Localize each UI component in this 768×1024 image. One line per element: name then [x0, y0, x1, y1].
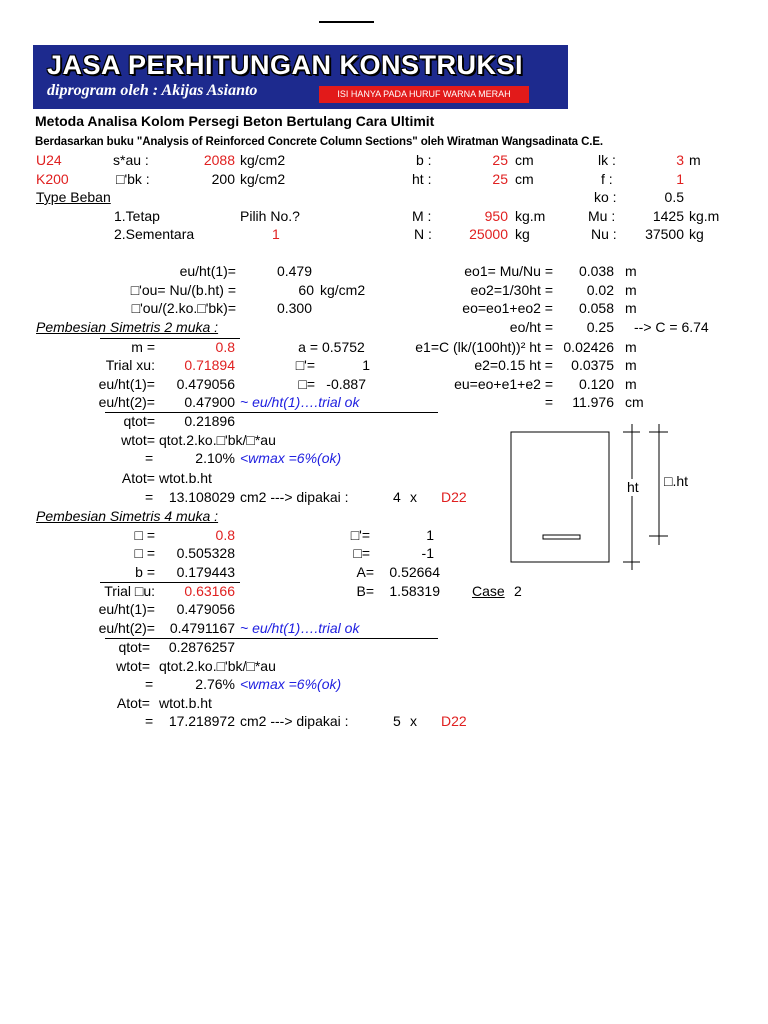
Nu-label: Nu : [591, 226, 617, 242]
sec4-B-value: 1.58319 [389, 583, 440, 599]
eo1-value: 0.038 [578, 263, 614, 279]
sec2-atot-formula: wtot.b.ht [159, 470, 212, 486]
sec4-bars-d: D22 [441, 713, 467, 729]
sec2-wmax: <wmax =6%(ok) [240, 450, 342, 466]
b-value[interactable]: 25 [492, 152, 508, 168]
sec2-euht1-value: 0.479056 [176, 376, 235, 392]
sec2-trial-label: Trial xu: [105, 357, 155, 373]
sou-value: 60 [298, 282, 314, 298]
sec4-trial-label: Trial □u: [104, 583, 155, 599]
ht-value[interactable]: 25 [492, 171, 508, 187]
sec2-a-label: a = [298, 339, 318, 355]
e2-unit: m [625, 357, 637, 373]
sec2-wtot-label: wtot= [121, 432, 155, 448]
banner [33, 45, 568, 109]
eu2-unit: cm [625, 394, 644, 410]
b-unit: cm [515, 152, 534, 168]
sec4-atot-formula: wtot.b.ht [159, 695, 212, 711]
sec4-wmax: <wmax =6%(ok) [240, 676, 342, 692]
steel-grade[interactable]: U24 [36, 152, 62, 168]
eo-label: eo=eo1+eo2 = [462, 300, 553, 316]
sec4-sp-label: □'= [350, 527, 370, 543]
f-value[interactable]: 1 [676, 171, 684, 187]
N-unit: kg [515, 226, 530, 242]
eoht-value: 0.25 [586, 319, 614, 335]
e2-label: e2=0.15 ht = [474, 357, 553, 373]
sec2-bars-d: D22 [441, 489, 467, 505]
sec4-trial-value[interactable]: 0.63166 [184, 583, 235, 599]
sec4-s-value: -1 [421, 545, 434, 561]
N-value[interactable]: 25000 [469, 226, 508, 242]
sec4-sp-value: 1 [426, 527, 434, 543]
sec4-euht2-value: 0.4791167 [169, 620, 235, 636]
N-label: N : [414, 226, 432, 242]
eu-unit: m [625, 376, 637, 392]
ratio-value: 0.300 [276, 300, 312, 316]
calc-euht1-value: 0.479 [276, 263, 312, 279]
concrete-grade[interactable]: K200 [36, 171, 69, 187]
eu2-label: = [544, 394, 553, 410]
tetap-option: 1.Tetap [114, 208, 160, 224]
sec4-euht2-label: eu/ht(2)= [98, 620, 155, 636]
doc-title: Metoda Analisa Kolom Persegi Beton Bertulang Cara Ultimit [35, 113, 435, 129]
sec2-atot-value: 13.108029 [168, 489, 235, 505]
sec4-s2-label: □ = [134, 545, 155, 561]
eo2-label: eo2=1/30ht = [470, 282, 553, 298]
ht-unit: cm [515, 171, 534, 187]
sec4-atot-value: 17.218972 [168, 713, 235, 729]
ratio-label: □'ou/(2.ko.□'bk)= [131, 300, 236, 316]
sec4-atot-label: Atot= [116, 695, 150, 711]
sigma-bk-unit: kg/cm2 [240, 171, 286, 187]
lk-value[interactable]: 3 [676, 152, 684, 168]
sec4-s1-value[interactable]: 0.8 [215, 527, 235, 543]
pilih-value[interactable]: 1 [272, 226, 280, 242]
doc-reference: Berdasarkan buku "Analysis of Reinforced Concrete Column Sections" oleh Wiratman Wangsadinata C.E. [35, 136, 604, 148]
eo2-value: 0.02 [586, 282, 614, 298]
f-label: f : [601, 171, 613, 187]
sigma-bk-label: □'bk : [116, 171, 150, 187]
Nu-unit: kg [689, 226, 704, 242]
sec4-wtot-eq: = [145, 676, 154, 692]
case-label: Case [472, 583, 505, 599]
sec4-bars-x: x [410, 713, 417, 729]
sec2-s-label: □= [298, 376, 315, 392]
sec2-euht2-label: eu/ht(2)= [98, 394, 155, 410]
eoht-label: eo/ht = [509, 319, 553, 335]
reinforcement-bar [543, 535, 580, 539]
section-2-heading: Pembesian Simetris 2 muka : [36, 319, 219, 335]
sec2-wtot-eq: = [145, 450, 154, 466]
lk-unit: m [689, 152, 701, 168]
e1-unit: m [625, 339, 637, 355]
sec2-euht2-value: 0.47900 [184, 394, 235, 410]
sec4-qtot-label: qtot= [118, 639, 150, 655]
sec2-trial-ok: ~ eu/ht(1)….trial ok [240, 394, 360, 410]
c-value: --> C = 6.74 [634, 319, 709, 335]
sec2-s-value: -0.887 [326, 376, 366, 392]
ko-label: ko : [594, 189, 617, 205]
sec4-euht1-label: eu/ht(1)= [98, 601, 155, 617]
sec4-A-value: 0.52664 [389, 564, 440, 580]
sec2-sp-value: 1 [362, 357, 370, 373]
Nu-value: 37500 [645, 226, 684, 242]
e1-label: e1=C (lk/(100ht))² ht = [415, 339, 553, 355]
sou-label: □'ou= Nu/(b.ht) = [130, 282, 236, 298]
eu-value: 0.120 [578, 376, 614, 392]
sec2-wtot-formula: qtot.2.ko.□'bk/□*au [159, 432, 276, 448]
Mu-value: 1425 [652, 208, 684, 224]
Mu-unit: kg.m [689, 208, 720, 224]
sec2-qtot-label: qtot= [123, 413, 155, 429]
M-value[interactable]: 950 [484, 208, 508, 224]
eo-value: 0.058 [578, 300, 614, 316]
sec2-wtot-value: 2.10% [195, 450, 235, 466]
sec2-bars-n: 4 [393, 489, 401, 505]
sec4-s1-label: □ = [134, 527, 155, 543]
sec4-euht1-value: 0.479056 [176, 601, 235, 617]
ko-value: 0.5 [664, 189, 684, 205]
banner-note: ISI HANYA PADA HURUF WARNA MERAH [319, 86, 529, 103]
sec4-wtot-value: 2.76% [195, 676, 235, 692]
sec2-atot-label: Atot= [121, 470, 155, 486]
sec2-bars-x: x [410, 489, 417, 505]
sec2-trial-value[interactable]: 0.71894 [184, 357, 235, 373]
column-outline [511, 432, 609, 562]
banner-title: JASA PERHITUNGAN KONSTRUKSI [47, 50, 524, 80]
sec4-b-label: b = [135, 564, 155, 580]
sigma-bk-value: 200 [211, 171, 235, 187]
sec4-bars-n: 5 [393, 713, 401, 729]
sec4-A-label: A= [356, 564, 374, 580]
sec2-atot-eq: = [145, 489, 154, 505]
banner-subtitle: diprogram oleh : Akijas Asianto [47, 82, 258, 99]
eo1-unit: m [625, 263, 637, 279]
sec2-qtot-value: 0.21896 [184, 413, 235, 429]
sec4-s-label: □= [353, 545, 370, 561]
sigma-au-unit: kg/cm2 [240, 152, 286, 168]
sec2-m-label: m = [131, 339, 155, 355]
lk-label: lk : [598, 152, 616, 168]
ht-label: ht : [412, 171, 432, 187]
sec2-m-value[interactable]: 0.8 [215, 339, 235, 355]
sec4-trial-ok: ~ eu/ht(1)….trial ok [240, 620, 360, 636]
section-4-heading: Pembesian Simetris 4 muka : [36, 508, 219, 524]
type-beban: Type Beban [36, 189, 111, 205]
M-label: M : [412, 208, 432, 224]
top-rule [319, 21, 374, 23]
sec4-s2-value: 0.505328 [176, 545, 235, 561]
diagram-ht-label: ht [627, 479, 639, 495]
sec4-wtot-label: wtot= [116, 658, 150, 674]
b-label: b : [416, 152, 432, 168]
eo-unit: m [625, 300, 637, 316]
sec4-wtot-formula: qtot.2.ko.□'bk/□*au [159, 658, 276, 674]
sec2-euht1-label: eu/ht(1)= [98, 376, 155, 392]
sec2-sp-label: □'= [295, 357, 315, 373]
M-unit: kg.m [515, 208, 546, 224]
sou-unit: kg/cm2 [320, 282, 366, 298]
diagram-dht-label: □.ht [664, 473, 689, 489]
sigma-au-label: s*au : [113, 152, 149, 168]
sec2-atot-unit: cm2 ---> dipakai : [240, 489, 349, 505]
sec4-atot-unit: cm2 ---> dipakai : [240, 713, 349, 729]
Mu-label: Mu : [588, 208, 616, 224]
sec4-b-value: 0.179443 [176, 564, 235, 580]
sigma-au-value[interactable]: 2088 [203, 152, 235, 168]
pilih-label: Pilih No.? [240, 208, 300, 224]
sec2-a-value: 0.5752 [322, 339, 365, 355]
sementara-option: 2.Sementara [114, 226, 195, 242]
case-value: 2 [514, 583, 522, 599]
e2-value: 0.0375 [571, 357, 614, 373]
eu2-value: 11.976 [572, 394, 614, 410]
sec4-qtot-value: 0.2876257 [168, 639, 235, 655]
sec4-atot-eq: = [145, 713, 154, 729]
calc-euht1-label: eu/ht(1)= [179, 263, 236, 279]
sec4-B-label: B= [356, 583, 374, 599]
eo1-label: eo1= Mu/Nu = [464, 263, 553, 279]
eo2-unit: m [625, 282, 637, 298]
eu-label: eu=eo+e1+e2 = [454, 376, 553, 392]
e1-value: 0.02426 [563, 339, 614, 355]
